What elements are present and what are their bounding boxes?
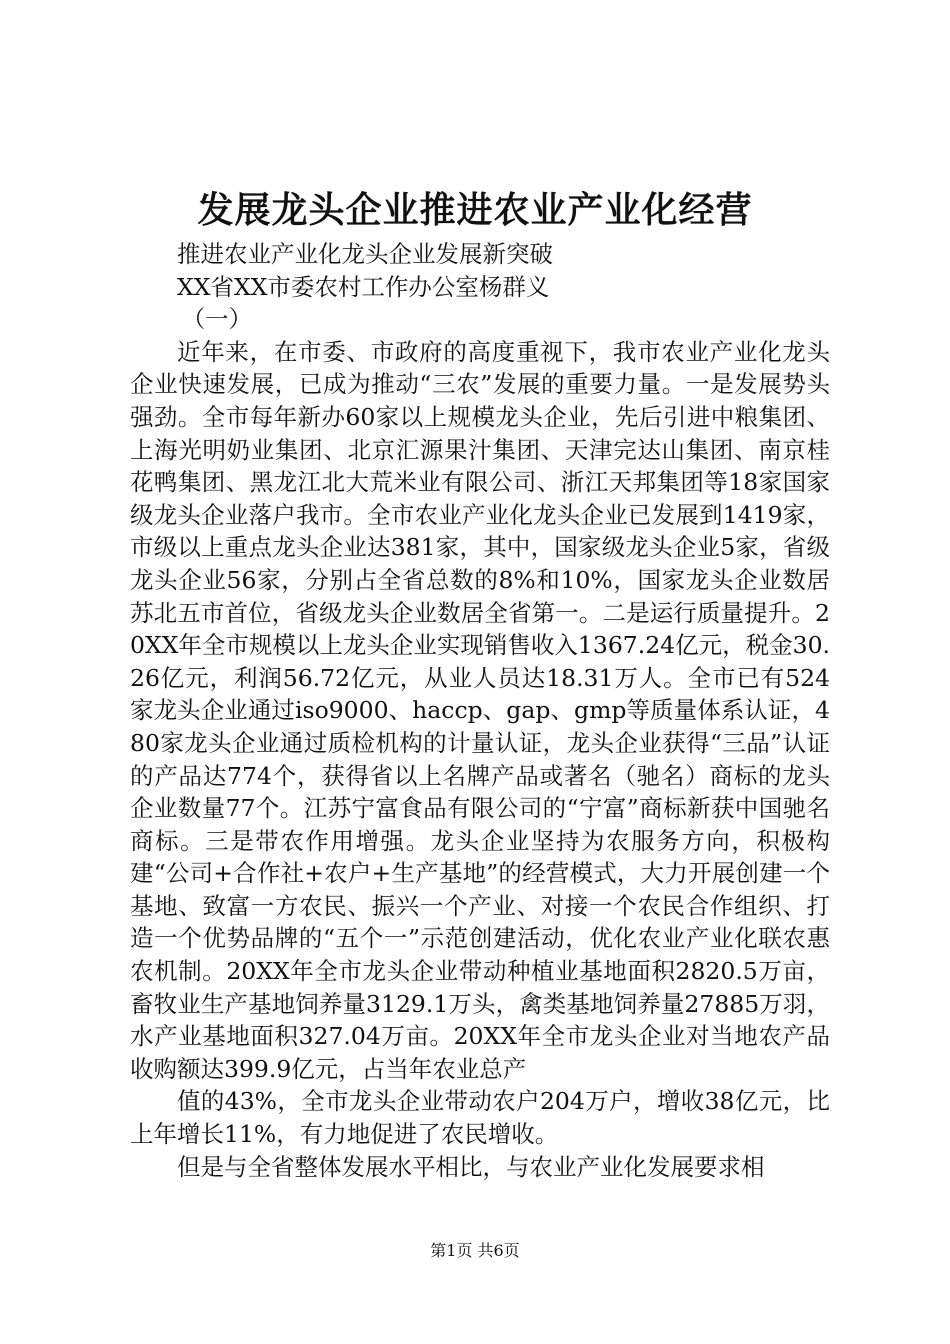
- body-paragraph-2: 值的43%，全市龙头企业带动农户204万户，增收38亿元，比上年增长11%，有力地促进了农民增收。: [130, 1087, 830, 1149]
- section-heading: （一）: [181, 305, 253, 334]
- document-body: [130, 238, 830, 1183]
- body-paragraph-3: 但是与全省整体发展水平相比，与农业产业化发展要求相: [177, 1152, 765, 1181]
- page-footer: 第1页 共6页: [430, 1241, 520, 1260]
- document-subtitle: 推进农业产业化龙头企业发展新突破: [177, 240, 553, 268]
- body-paragraph-1: 近年来，在市委、市政府的高度重视下，我市农业产业化龙头企业快速发展，已成为推动“三农”发展的重要力量。一是发展势头强劲。全市每年新办60家以上规模龙头企业，先后引进中粮集团、上海光明奶业集团、北京汇源果汁集团、天津完达山集团、南京桂花鸭集团、黑龙江北大荒米业有限公司、浙江天邦集团等18家国家级龙头企业落户我市。全市农业产业化龙头企业已发展到1419家，市级以上重点龙头企业达381家，其中，国家级龙头企业5家，省级龙头企业56家，分别占全省总数的8%和10%，国家龙头企业数居苏北五市首位，省级龙头企业数居全省第一。二是运行质量提升。20XX年全市规模以上龙头企业实现销售收入1367.24亿元，税金30.26亿元，利润56.72亿元，从业人员达18.31万人。全市已有524家龙头企业通过iso9000、haccp、gap、gmp等质量体系认证，480家龙头企业通过质检机构的计量认证，龙头企业获得“三品”认证的产品达774个，获得省以上名牌产品或著名（驰名）商标的龙头企业数量77个。江苏宁富食品有限公司的“宁富”商标新获中国驰名商标。三是带农作用增强。龙头企业坚持为农服务方向，积极构建“公司+合作社+农户+生产基地”的经营模式，大力开展创建一个基地、致富一方农民、振兴一个产业、对接一个农民合作组织、打造一个优势品牌的“五个一”示范创建活动，优化农业产业化联农惠农机制。20XX年全市龙头企业带动种植业基地面积2820.5万亩，畜牧业生产基地饲养量3129.1万头，禽类基地饲养量27885万羽，水产业基地面积327.04万亩。20XX年全市龙头企业对当地农产品收购额达399.9亿元，占当年农业总产: [130, 337, 830, 1083]
- document-title: 发展龙头企业推进农业产业化经营: [197, 189, 753, 231]
- document-author: XX省XX市委农村工作办公室杨群义: [177, 272, 550, 301]
